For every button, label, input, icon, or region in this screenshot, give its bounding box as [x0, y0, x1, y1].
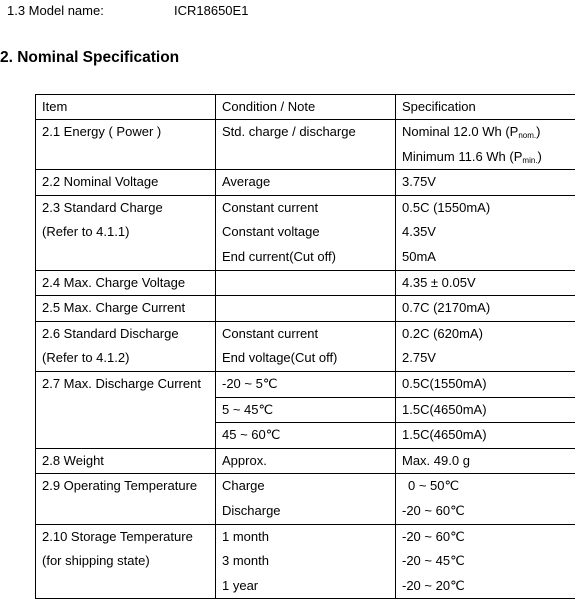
table-header-row: [36, 95, 575, 120]
condition-line: [222, 296, 395, 321]
condition-line: Average: [222, 170, 395, 195]
condition-cell: [216, 524, 396, 599]
table-row: [36, 170, 575, 196]
spec-cell: [396, 170, 575, 196]
spec-cell: 1.5C(4650mA): [396, 397, 575, 423]
condition-cell: [216, 321, 396, 371]
item-cell: [36, 170, 216, 196]
item-cell: [36, 524, 216, 599]
table-row: [36, 321, 575, 371]
item-line: (Refer to 4.1.2): [42, 346, 215, 371]
energy-minimum: Minimum 11.6 Wh $(P_{min.})$: [402, 145, 575, 170]
condition-cell: -20 ~ 5℃: [216, 371, 396, 397]
spec-line: 0.2C (620mA): [402, 322, 575, 347]
spec-cell: [396, 270, 575, 296]
item-cell: [36, 270, 216, 296]
condition-line: 3 month: [222, 549, 395, 574]
item-line: (for shipping state): [42, 549, 215, 574]
table-row: [36, 195, 575, 270]
table-row-energy: [36, 120, 575, 170]
table-row-storage-temperature: [36, 524, 575, 599]
spec-cell: [396, 120, 575, 170]
condition-line: [222, 271, 395, 296]
condition-cell: 45 ~ 60℃: [216, 423, 396, 449]
table-row: [36, 270, 575, 296]
header-condition: Condition / Note: [216, 95, 396, 120]
spec-line: 2.75V: [402, 346, 575, 371]
spec-line: 0.7C (2170mA): [402, 296, 575, 321]
condition-line: 1 year: [222, 574, 395, 599]
condition-line: End voltage(Cut off): [222, 346, 395, 371]
condition-cell: Std. charge / discharge: [216, 120, 396, 170]
item-line: 2.6 Standard Discharge: [42, 322, 215, 347]
condition-line: 1 month: [222, 525, 395, 550]
spec-cell: 1.5C(4650mA): [396, 423, 575, 449]
table-row-operating-temperature: [36, 474, 575, 524]
condition-line: Constant current: [222, 322, 395, 347]
condition-cell: [216, 270, 396, 296]
condition-line: Discharge: [222, 499, 395, 524]
spec-cell: [396, 195, 575, 270]
table-row: [36, 296, 575, 322]
spec-line: -20 ~ 60℃: [402, 525, 575, 550]
section-title: 2. Nominal Specification: [0, 49, 179, 67]
item-cell: 2.7 Max. Discharge Current: [36, 371, 216, 448]
item-line: 2.2 Nominal Voltage: [42, 170, 215, 195]
condition-cell: [216, 195, 396, 270]
spec-cell: Max. 49.0 g: [396, 448, 575, 474]
condition-line: Charge: [222, 474, 395, 499]
spec-line: 0 ~ 50℃: [402, 474, 575, 499]
item-line: (Refer to 4.1.1): [42, 220, 215, 245]
spec-cell: [396, 296, 575, 322]
spec-line: 50mA: [402, 245, 575, 270]
spec-line: 4.35 ± 0.05V: [402, 271, 575, 296]
item-cell: 2.9 Operating Temperature: [36, 474, 216, 524]
spec-line: -20 ~ 20℃: [402, 574, 575, 599]
table-row-weight: [36, 448, 575, 474]
condition-cell: [216, 170, 396, 196]
nominal-spec-table: [35, 94, 575, 599]
spec-line: 0.5C (1550mA): [402, 196, 575, 221]
item-cell: 2.8 Weight: [36, 448, 216, 474]
spec-line: -20 ~ 60℃: [402, 499, 575, 524]
energy-nominal: Nominal 12.0 Wh $(P_{nom.})$: [402, 120, 575, 145]
spec-cell: [396, 321, 575, 371]
item-cell: [36, 195, 216, 270]
condition-line: Constant voltage: [222, 220, 395, 245]
condition-cell: [216, 474, 396, 524]
spec-cell: [396, 524, 575, 599]
condition-line: Constant current: [222, 196, 395, 221]
spec-line: 3.75V: [402, 170, 575, 195]
condition-cell: 5 ~ 45℃: [216, 397, 396, 423]
spec-cell: 0.5C(1550mA): [396, 371, 575, 397]
header-item: Item: [36, 95, 216, 120]
item-cell: [36, 296, 216, 322]
model-name-label: 1.3 Model name:: [7, 3, 104, 18]
header-specification: Specification: [396, 95, 575, 120]
condition-cell: Approx.: [216, 448, 396, 474]
item-line: 2.4 Max. Charge Voltage: [42, 271, 215, 296]
item-cell: [36, 321, 216, 371]
spec-cell: [396, 474, 575, 524]
item-line: 2.10 Storage Temperature: [42, 525, 215, 550]
item-line: 2.5 Max. Charge Current: [42, 296, 215, 321]
item-line: 2.3 Standard Charge: [42, 196, 215, 221]
item-cell: 2.1 Energy ( Power ): [36, 120, 216, 170]
table-row-max-discharge-1: [36, 371, 575, 397]
spec-line: -20 ~ 45℃: [402, 549, 575, 574]
condition-line: End current(Cut off): [222, 245, 395, 270]
condition-cell: [216, 296, 396, 322]
model-name-value: ICR18650E1: [174, 3, 248, 18]
spec-line: 4.35V: [402, 220, 575, 245]
